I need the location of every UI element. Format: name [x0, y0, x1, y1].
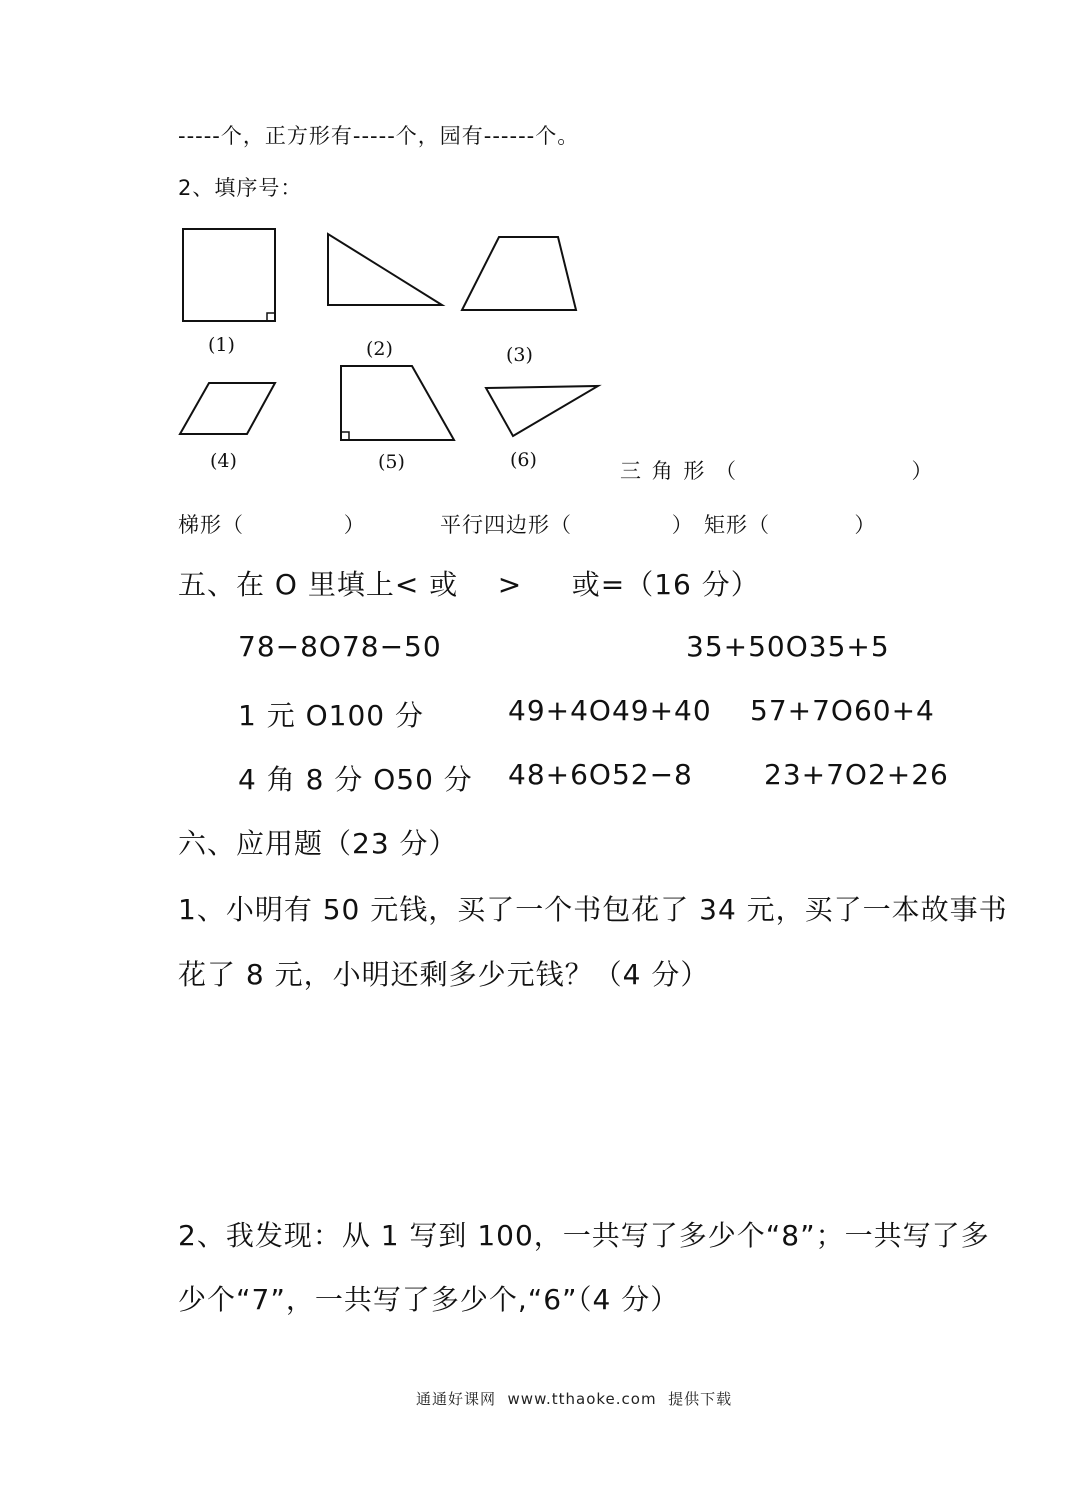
problem-1-line-1: 1、小明有 50 元钱，买了一个书包花了 34 元，买了一本故事书: [178, 893, 1008, 926]
shape-label-3: (3): [506, 344, 533, 366]
shape-label-6: (6): [510, 449, 537, 471]
problem-2-line-1: 2、我发现：从 1 写到 100，一共写了多少个“8”；一共写了多: [178, 1219, 990, 1252]
shape-1-square: [183, 229, 275, 321]
compare-item: 35+50O35+5: [686, 630, 890, 663]
shape-4-parallelogram: [180, 383, 275, 434]
shape-label-2: (2): [366, 338, 393, 360]
shape-3-trapezoid: [462, 237, 576, 310]
footer-credit: 通通好课网 www.tthaoke.com 提供下载: [416, 1390, 733, 1408]
compare-item: 4 角 8 分 O50 分: [238, 763, 473, 796]
top-line: -----个，正方形有-----个，园有------个。: [178, 124, 580, 148]
compare-item: 57+7O60+4: [750, 694, 935, 727]
compare-item: 1 元 O100 分: [238, 699, 424, 732]
shape-label-5: (5): [378, 451, 405, 473]
problem-1-line-2: 花了 8 元，小明还剩多少元钱？（4 分）: [178, 958, 710, 991]
trapezoid-answer: 梯形（ ）: [178, 513, 366, 537]
parallelogram-answer: 平行四边形（ ）: [440, 513, 694, 537]
shape-6-triangle: [486, 386, 598, 436]
compare-item: 78−8O78−50: [238, 630, 442, 663]
section5-title: 五、在 O 里填上< 或 > 或=（16 分）: [178, 568, 760, 601]
shape-label-4: (4): [210, 450, 237, 472]
triangle-answer: 三 角 形 （ ）: [620, 459, 935, 483]
compare-item: 48+6O52−8: [508, 758, 693, 791]
shape-label-1: (1): [208, 334, 235, 356]
rectangle-answer: 矩形（ ）: [704, 513, 877, 537]
problem-2-line-2: 少个“7”，一共写了多少个,“6”（4 分）: [178, 1283, 680, 1316]
shape-5-right-trapezoid: [341, 366, 454, 440]
shape-2-right-triangle: [328, 234, 442, 305]
compare-item: 23+7O2+26: [764, 758, 949, 791]
compare-item: 49+4O49+40: [508, 694, 712, 727]
section6-title: 六、应用题（23 分）: [178, 827, 458, 860]
q2-title: 2、填序号：: [178, 176, 303, 200]
